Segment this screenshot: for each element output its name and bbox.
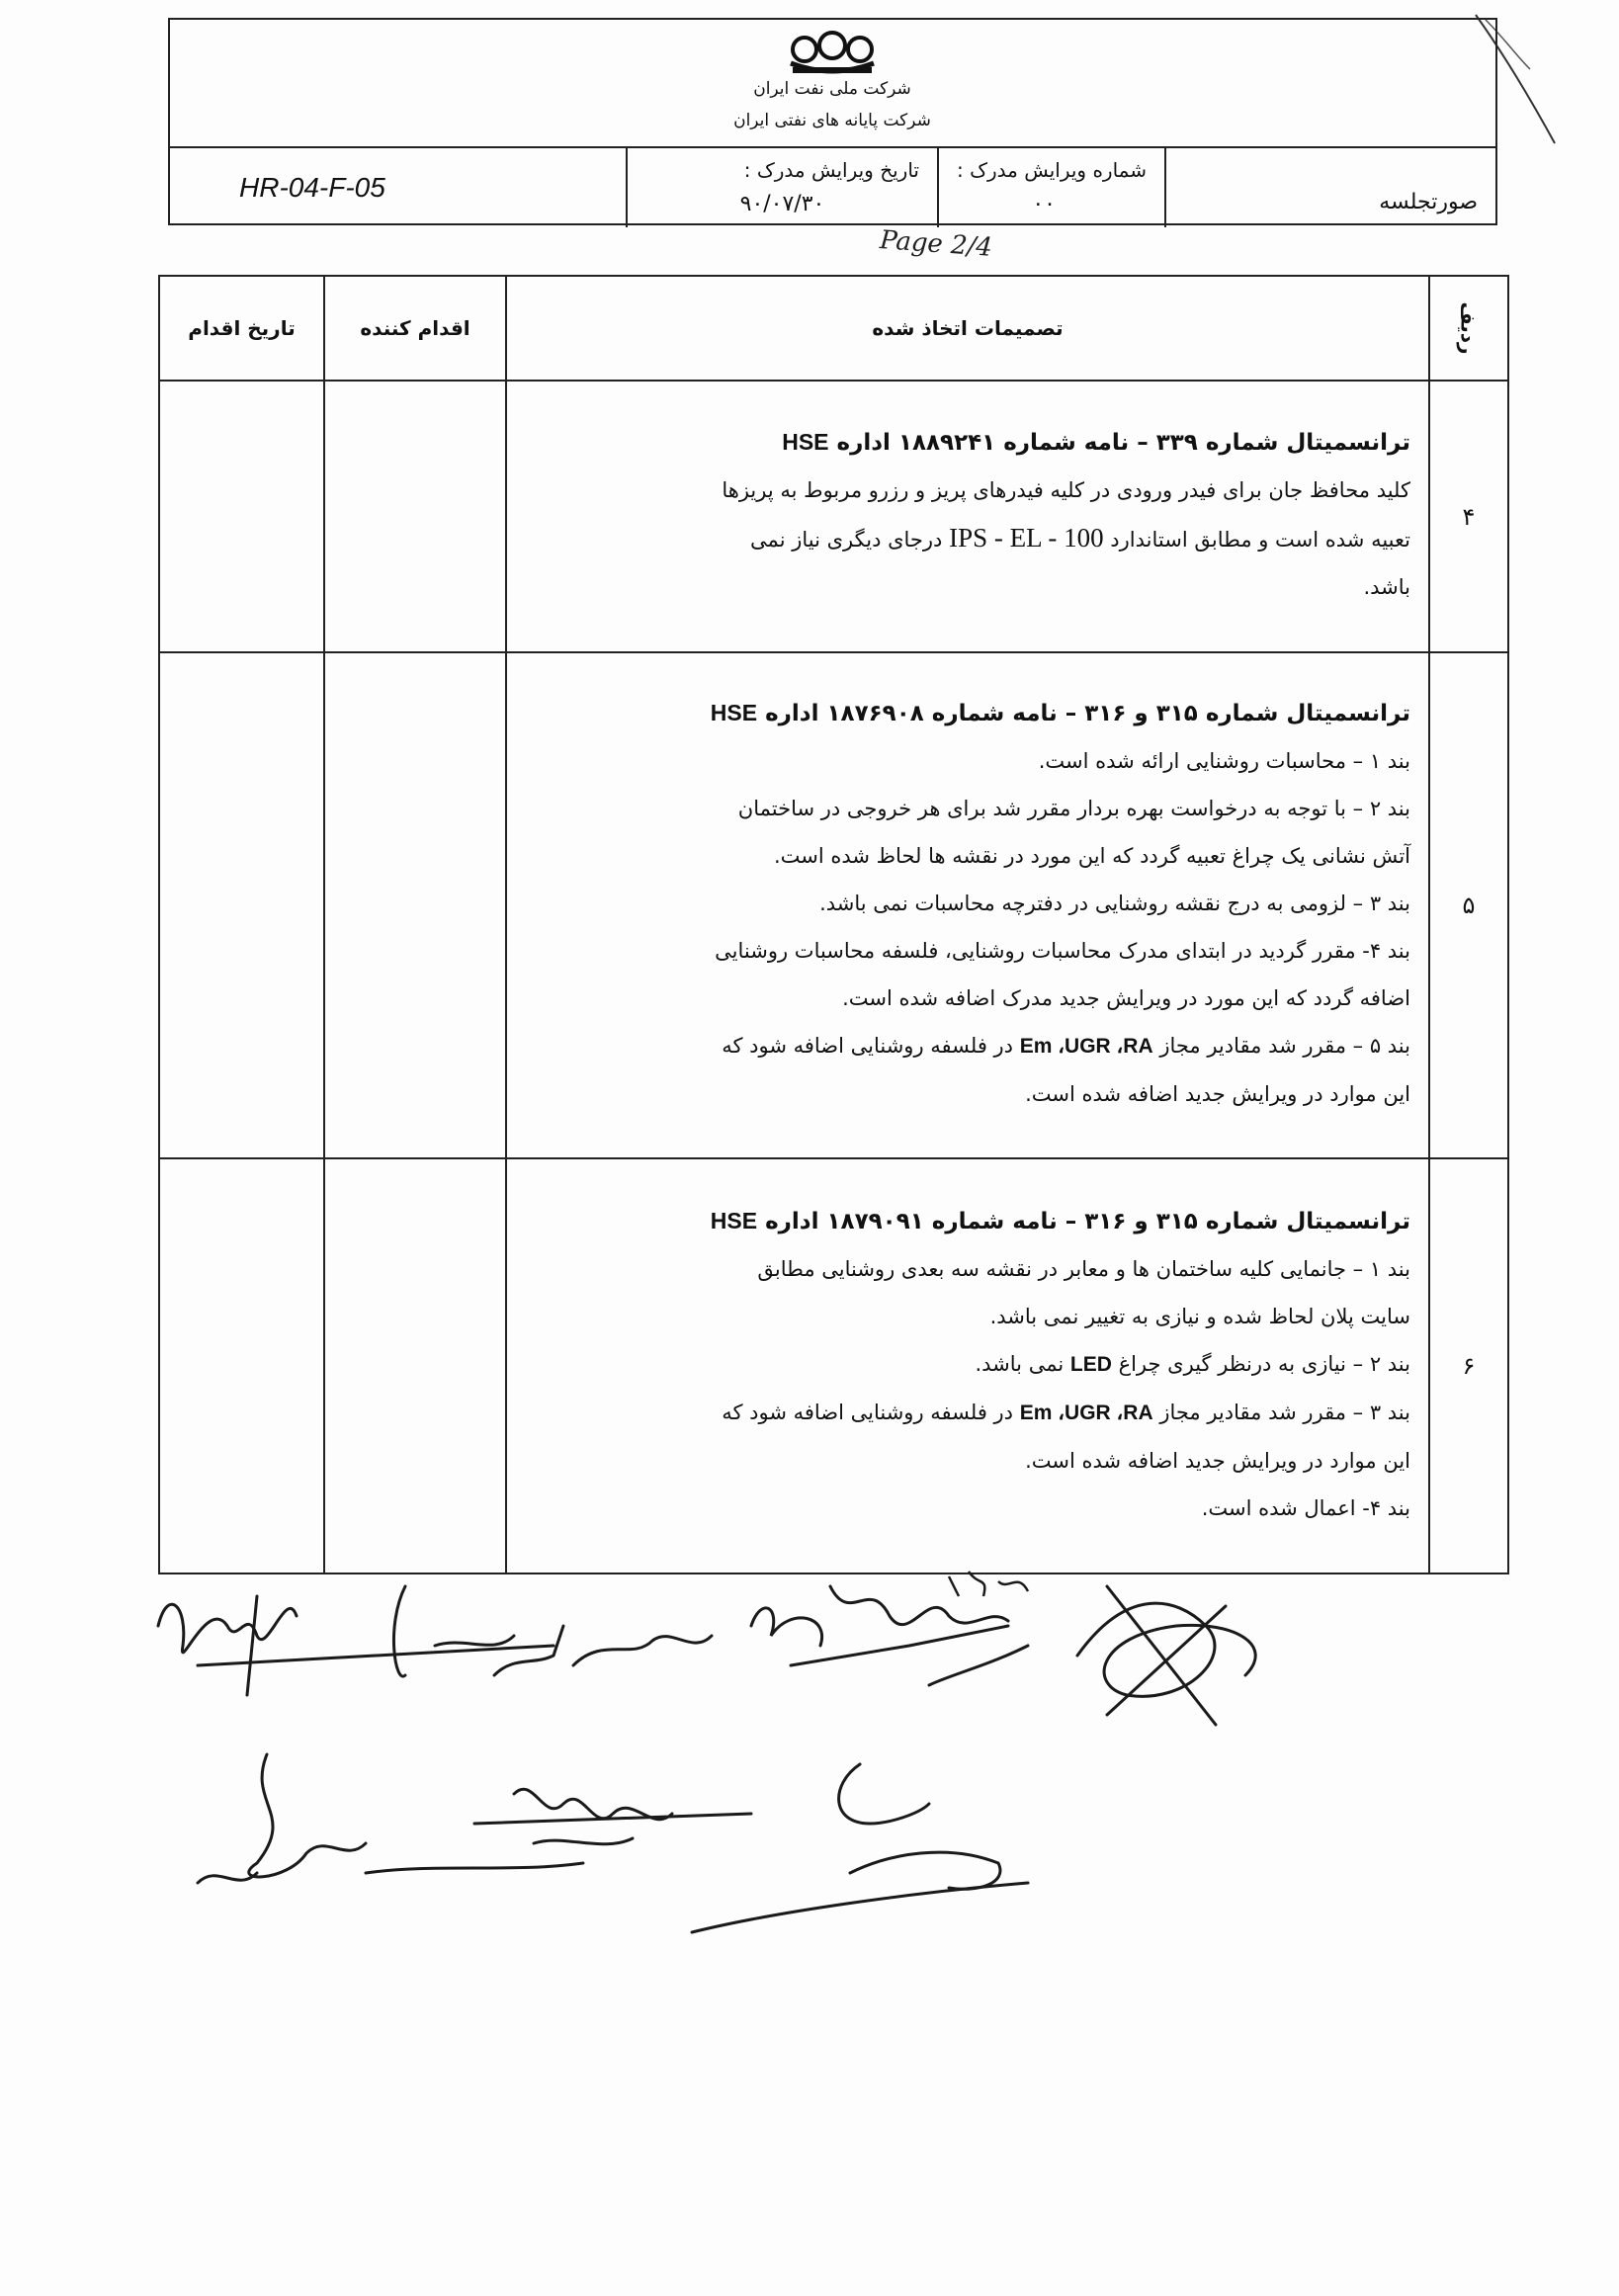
decision-line: بند ۵ – مقرر شد مقادیر مجاز Em ،UGR ،RA در فلسفه روشنایی اضافه شود که bbox=[722, 1034, 1410, 1058]
row-title: ترانسمیتال شماره ۳۱۵ و ۳۱۶ – نامه شماره ۱۸۷۶۹۰۸ اداره HSE bbox=[710, 700, 1410, 726]
header-actor: اقدام کننده bbox=[324, 276, 506, 381]
row-index: ۴ bbox=[1429, 381, 1508, 652]
decision-line: این موارد در ویرایش جدید اضافه شده است. bbox=[1025, 1082, 1410, 1106]
decision-line: این موارد در ویرایش جدید اضافه شده است. bbox=[1025, 1448, 1410, 1473]
header-action-date: تاریخ اقدام bbox=[159, 276, 324, 381]
decision-line: بند ۲ – نیازی به درنظر گیری چراغ LED نمی باشد. bbox=[975, 1351, 1410, 1376]
document-header bbox=[168, 18, 1497, 225]
row-index: ۶ bbox=[1429, 1158, 1508, 1573]
row-title: ترانسمیتال شماره ۳۳۹ – نامه شماره ۱۸۸۹۲۴۱ اداره HSE bbox=[782, 429, 1410, 456]
revision-cell bbox=[937, 148, 1164, 227]
row-title: ترانسمیتال شماره ۳۱۵ و ۳۱۶ – نامه شماره ۱۸۷۹۰۹۱ اداره HSE bbox=[710, 1207, 1410, 1234]
table-header-row bbox=[159, 276, 1508, 381]
company-name-primary: شرکت ملی نفت ایران bbox=[753, 79, 911, 99]
row-index: ۵ bbox=[1429, 652, 1508, 1158]
company-logo-icon bbox=[783, 28, 882, 77]
row-actor bbox=[324, 652, 506, 1158]
row-decision bbox=[506, 381, 1429, 652]
revision-value: ۰۰ bbox=[1032, 192, 1056, 216]
row-actor bbox=[324, 381, 506, 652]
revision-date-cell bbox=[626, 148, 937, 227]
decision-line: تعبیه شده است و مطابق استاندارد IPS - EL - 100 درجای دیگری نیاز نمی bbox=[750, 523, 1410, 553]
signature-icon bbox=[138, 1567, 1522, 2001]
decision-line: بند ۴- اعمال شده است. bbox=[1201, 1495, 1410, 1520]
row-actor bbox=[324, 1158, 506, 1573]
row-action-date bbox=[159, 1158, 324, 1573]
revision-date-label: تاریخ ویرایش مدرک : bbox=[743, 158, 919, 182]
decision-line: بند ۳ – مقرر شد مقادیر مجاز Em ،UGR ،RA در فلسفه روشنایی اضافه شود که bbox=[722, 1400, 1410, 1424]
row-action-date bbox=[159, 381, 324, 652]
signatures-block bbox=[138, 1567, 1522, 2001]
row-action-date bbox=[159, 652, 324, 1158]
decision-line: بند ۱ – محاسبات روشنایی ارائه شده است. bbox=[1038, 749, 1410, 773]
decision-line: کلید محافظ جان برای فیدر ورودی در کلیه فیدرهای پریز و رزرو مربوط به پریزها bbox=[722, 478, 1410, 502]
table-row bbox=[159, 381, 1508, 652]
table-row bbox=[159, 1158, 1508, 1573]
document-meta-row bbox=[170, 146, 1495, 227]
doc-title-cell bbox=[1164, 148, 1495, 227]
decision-line: بند ۴- مقرر گردید در ابتدای مدرک محاسبات روشنایی، فلسفه محاسبات روشنایی bbox=[715, 939, 1410, 963]
handwritten-page-note: Page 2/4 bbox=[879, 225, 993, 263]
header-index: ردیف bbox=[1429, 276, 1508, 381]
form-code-cell bbox=[170, 148, 626, 227]
decisions-table bbox=[158, 275, 1509, 1574]
revision-date-value: ۹۰/۰۷/۳۰ bbox=[739, 192, 825, 216]
doc-title: صورتجلسه bbox=[1379, 190, 1478, 214]
decision-line: بند ۱ – جانمایی کلیه ساختمان ها و معابر در نقشه سه بعدی روشنایی مطابق bbox=[757, 1256, 1410, 1281]
form-code: HR-04-F-05 bbox=[239, 172, 385, 203]
table-row bbox=[159, 652, 1508, 1158]
row-decision bbox=[506, 652, 1429, 1158]
company-name-secondary: شرکت پایانه های نفتی ایران bbox=[733, 111, 931, 130]
decision-line: اضافه گردد که این مورد در ویرایش جدید مدرک اضافه شده است. bbox=[842, 986, 1410, 1010]
decision-line: بند ۲ – با توجه به درخواست بهره بردار مقرر شد برای هر خروجی در ساختمان bbox=[737, 797, 1410, 820]
decision-line: باشد. bbox=[1363, 575, 1410, 599]
decision-line: بند ۳ – لزومی به درج نقشه روشنایی در دفترچه محاسبات نمی باشد. bbox=[819, 892, 1410, 915]
decision-line: سایت پلان لحاظ شده و نیازی به تغییر نمی باشد. bbox=[989, 1304, 1410, 1328]
revision-label: شماره ویرایش مدرک : bbox=[956, 158, 1147, 182]
header-decision: تصمیمات اتخاذ شده bbox=[506, 276, 1429, 381]
decision-line: آتش نشانی یک چراغ تعبیه گردد که این مورد در نقشه ها لحاظ شده است. bbox=[773, 844, 1410, 868]
row-decision bbox=[506, 1158, 1429, 1573]
